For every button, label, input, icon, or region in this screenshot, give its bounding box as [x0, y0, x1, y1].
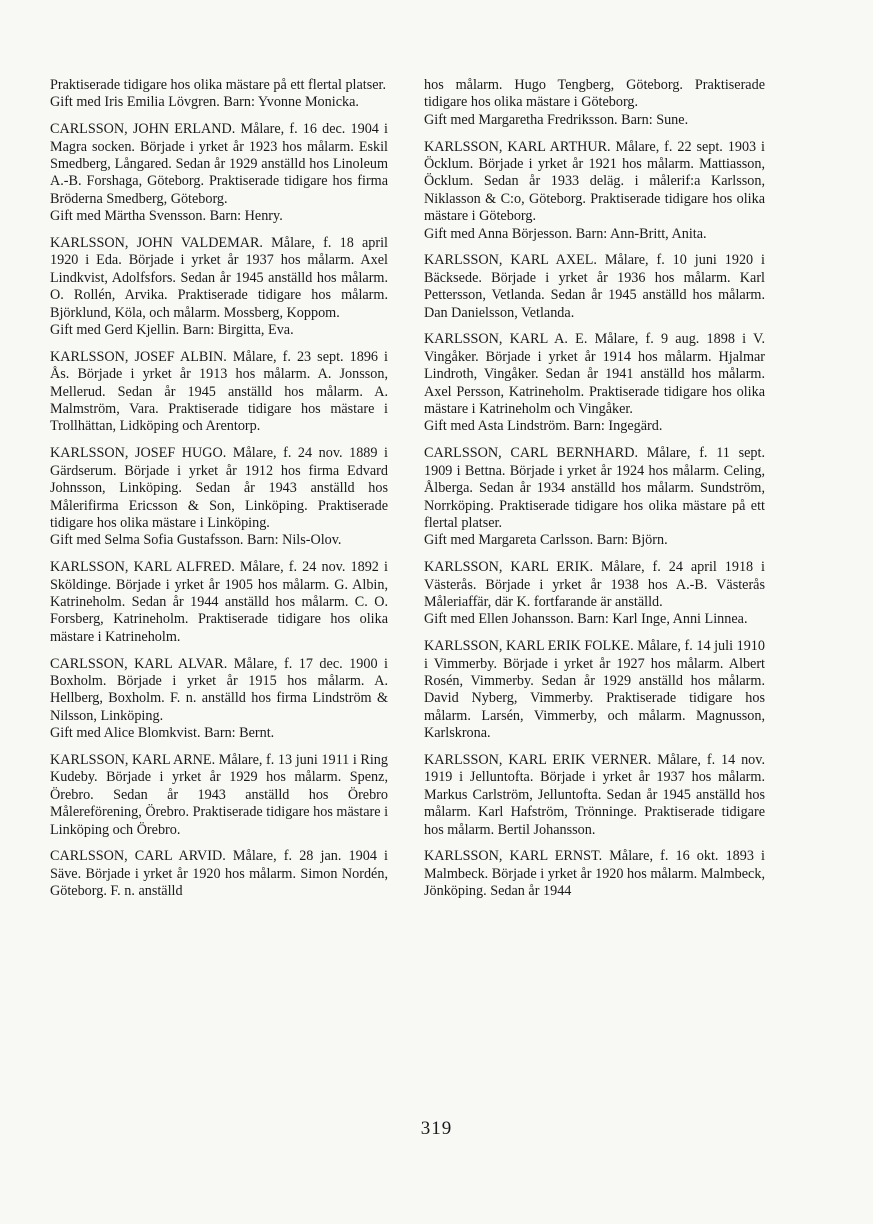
entry: [50, 656, 388, 743]
entry-text: Praktiserade tidigare hos olika mästare på ett flertal platser.: [50, 77, 387, 93]
entry-family: Gift med Iris Emilia Lövgren. Barn: Yvonne Monicka.: [50, 94, 359, 111]
entry-family: Gift med Asta Lindström. Barn: Ingegärd.: [424, 418, 663, 435]
entry-text: KARLSSON, KARL ALFRED. Målare, f. 24 nov. 1892 i Sköldinge. Började i yrket år 1905 hos målarm. G. Albin, Katrineholm. Sedan år 1944 anställd hos målarm. C. O. Forsberg, Katrineholm. Praktiserade tidigare hos olika mästare i Katrineholm.: [50, 559, 388, 645]
entry-text: KARLSSON, KARL ERIK VERNER. Målare, f. 14 nov. 1919 i Jelluntofta. Började i yrket år 1937 hos målarm. Markus Carlström, Jelluntofta. Sedan år 1945 anställd hos målarm. Karl Hafström, Trönninge. Praktiserade tidigare hos målarm. Bertil Johansson.: [424, 751, 765, 838]
left-column: [50, 77, 388, 910]
entry-text: KARLSSON, KARL ARTHUR. Målare, f. 22 sept. 1903 i Öcklum. Började i yrket år 1921 hos målarm. Mattiasson, Öcklum. Sedan år 1933 deläg. i målerif:a Karlsson, Niklasson & C:o, Göteborg. Praktiserade tidigare hos olika mästare i Göteborg.: [424, 138, 765, 225]
entry: [50, 77, 388, 112]
entry: [424, 139, 765, 243]
entry: [50, 349, 388, 436]
entry-family: Gift med Gerd Kjellin. Barn: Birgitta, Eva.: [50, 322, 294, 339]
entry-text: KARLSSON, KARL ERIK. Målare, f. 24 april 1918 i Västerås. Började i yrket år 1938 hos A.-B. Västerås Måleriaffär, där K. fortfarande är anställd.: [424, 559, 765, 610]
entry: [424, 445, 765, 549]
entry-family: Gift med Ellen Johansson. Barn: Karl Inge, Anni Linnea.: [424, 611, 748, 628]
entry-text: KARLSSON, JOSEF HUGO. Målare, f. 24 nov. 1889 i Gärdserum. Började i yrket år 1912 hos firma Edvard Johnsson, Linköping. Sedan år 1943 anställd hos Målerifirma Ericsson & Son, Linköping. Praktiserade tidigare hos olika mästare i Linköping.: [50, 445, 388, 531]
entry: [50, 559, 388, 646]
entry-text: KARLSSON, KARL ERNST. Målare, f. 16 okt. 1893 i Malmbeck. Började i yrket år 1920 hos målarm. Malmbeck, Jönköping. Sedan år 1944: [424, 848, 765, 900]
entry: [50, 445, 388, 549]
entry-text: KARLSSON, KARL ERIK FOLKE. Målare, f. 14 juli 1910 i Vimmerby. Började i yrket år 1927 hos målarm. Albert Rosén, Vimmerby. Sedan år 1929 anställd hos målarm. David Nyberg, Vimmerby. Praktiserade tidigare hos målarm. Larsén, Vimmerby, och målarm. Magnusson, Karlskrona.: [424, 638, 765, 742]
entry-text: CARLSSON, JOHN ERLAND. Målare, f. 16 dec. 1904 i Magra socken. Började i yrket år 1923 hos målarm. Eskil Smedberg, Långared. Sedan år 1929 anställd hos Linoleum A.-B. Forshaga, Göteborg. Praktiserade tidigare hos firma Bröderna Smedberg, Göteborg.: [50, 121, 388, 207]
entry-family: Gift med Selma Sofia Gustafsson. Barn: Nils-Olov.: [50, 532, 342, 549]
entry-family: Gift med Anna Börjesson. Barn: Ann-Britt, Anita.: [424, 225, 707, 242]
entry: [424, 331, 765, 435]
entry: [424, 252, 765, 322]
entry-text: KARLSSON, KARL ARNE. Målare, f. 13 juni 1911 i Ring Kudeby. Började i yrket år 1929 hos målarm. Spenz, Örebro. Sedan år 1943 anställd hos Örebro Målereförening, Örebro. Praktiserade tidigare hos mästare i Linköping och Örebro.: [50, 751, 389, 838]
entry-family: Gift med Margareta Carlsson. Barn: Björn.: [424, 532, 668, 549]
entry-family: Gift med Märtha Svensson. Barn: Henry.: [50, 208, 283, 225]
entry: [50, 752, 388, 839]
entry: [50, 848, 388, 900]
entry-family: Gift med Margaretha Fredriksson. Barn: Sune.: [424, 111, 689, 128]
page-number: 319: [420, 1118, 453, 1139]
entry: [50, 235, 388, 339]
entry-text: CARLSSON, CARL ARVID. Målare, f. 28 jan. 1904 i Säve. Började i yrket år 1920 hos målarm. Simon Nordén, Göteborg. F. n. anställd: [50, 848, 388, 900]
entry-text: CARLSSON, KARL ALVAR. Målare, f. 17 dec. 1900 i Boxholm. Började i yrket år 1915 hos målarm. A. Hellberg, Boxholm. F. n. anställd hos firma Lindström & Nilsson, Linköping.: [50, 655, 388, 724]
entry-text: KARLSSON, JOSEF ALBIN. Målare, f. 23 sept. 1896 i Ås. Började i yrket år 1913 hos målarm. A. Jonsson, Mellerud. Sedan år 1945 anställd hos målarm. A. Malmström, Vara. Praktiserade tidigare hos mästare i Trollhättan, Lidköping och Arentorp.: [50, 348, 388, 435]
entry: [424, 848, 765, 900]
entry-text: KARLSSON, JOHN VALDEMAR. Målare, f. 18 april 1920 i Eda. Började i yrket år 1937 hos målarm. Axel Lindkvist, Adolfsfors. Sedan år 1945 anställd hos målarm. O. Rollén, Arvika. Praktiserade tidigare hos målarm. Björklund, Köla, och målarm. Mossberg, Koppom.: [50, 235, 388, 321]
entry: [424, 638, 765, 742]
entry-text: hos målarm. Hugo Tengberg, Göteborg. Praktiserade tidigare hos olika mästare i Göteborg.: [424, 77, 765, 111]
entry: [50, 121, 388, 225]
entry-text: KARLSSON, KARL A. E. Målare, f. 9 aug. 1898 i V. Vingåker. Började i yrket år 1914 hos målarm. Hjalmar Lindroth, Vingåker. Sedan år 1941 anställd hos målarm. Axel Persson, Katrineholm. Praktiserade tidigare hos olika mästare i Katrineholm och Vingåker.: [424, 331, 765, 418]
entry-family: Gift med Alice Blomkvist. Barn: Bernt.: [50, 725, 275, 742]
right-column: [424, 77, 765, 910]
entry: [424, 752, 765, 839]
entry: [424, 77, 765, 129]
entry-text: KARLSSON, KARL AXEL. Målare, f. 10 juni 1920 i Bäcksede. Började i yrket år 1936 hos målarm. Karl Pettersson, Vetlanda. Sedan år 1945 anställd hos målarm. Dan Danielsson, Vetlanda.: [424, 252, 765, 321]
entry-text: CARLSSON, CARL BERNHARD. Målare, f. 11 sept. 1909 i Bettna. Började i yrket år 1924 hos målarm. Celing, Ålberga. Sedan år 1934 anställd hos målarm. Sundström, Norrköping. Praktiserade tidigare hos olika mästare på ett flertal platser.: [424, 445, 765, 531]
entry: [424, 559, 765, 629]
